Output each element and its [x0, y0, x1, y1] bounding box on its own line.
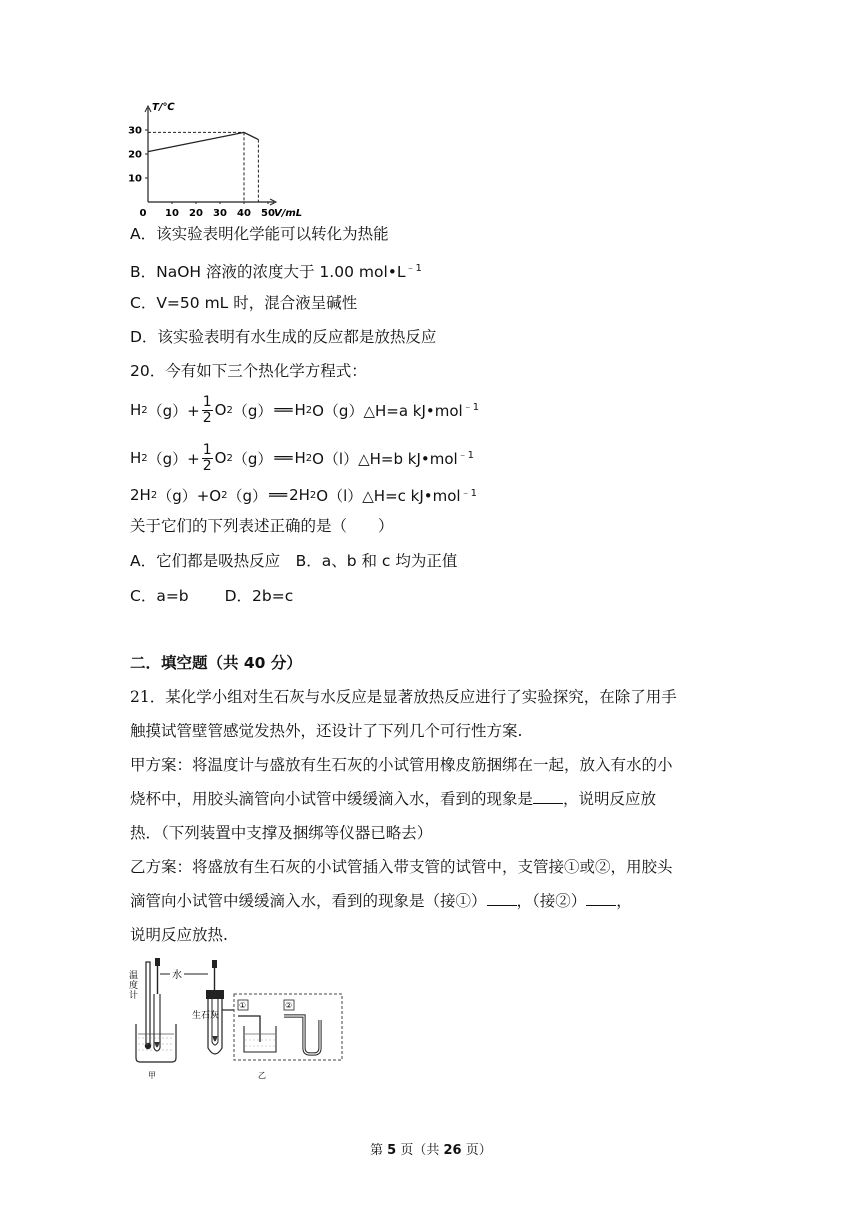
y-axis-label: T/℃	[152, 102, 175, 113]
x-tick-label: 50	[261, 208, 275, 219]
outer-test-tube	[208, 999, 222, 1054]
fraction-half: $\frac{1}{2}$	[202, 393, 212, 426]
equation-2: H 2 （g）+ $\frac{1}{2}$ O 2 （g） ══ H 2 O（l）△H=b kJ•mol $^{﹣1}$	[130, 441, 475, 474]
equation-3: 2H 2 （g）+O 2 （g） ══ 2H 2 O（l）△H=c kJ•mol $^{﹣1}$	[130, 486, 477, 505]
apparatus-diagram	[126, 954, 350, 1082]
q21-line-7: 滴管向小试管中缓缓滴入水，看到的现象是（接①） ，（接②） ，	[130, 892, 632, 910]
label-jia: 甲	[148, 1071, 156, 1080]
label-yi: 乙	[258, 1071, 266, 1080]
q21-line-1: 21．某化学小组对生石灰与水反应是显著放热反应进行了实验探究，在除了用手	[130, 688, 677, 706]
q20-stem: 20．今有如下三个热化学方程式：	[130, 362, 367, 380]
answer-blank	[533, 789, 563, 804]
y-tick-label: 20	[128, 149, 142, 161]
q21-line-4: 烧杯中，用胶头滴管向小试管中缓缓滴入水，看到的现象是 ，说明反应放	[130, 790, 657, 808]
series-line	[148, 132, 258, 151]
equation-1: H 2 （g）+ $\frac{1}{2}$ O 2 （g） ══ H 2 O（g）△H=a kJ•mol $^{﹣1}$	[130, 393, 480, 426]
thermometer-label: 温度计	[127, 970, 137, 1000]
dropper-bulb	[155, 958, 160, 966]
x-axis-label: V/mL	[274, 208, 303, 219]
answer-blank-2	[586, 891, 616, 906]
circle-1-label: ①	[239, 1001, 247, 1010]
circle-2-label: ②	[285, 1001, 293, 1010]
temperature-volume-chart	[110, 98, 310, 222]
q19-option-d: D．该实验表明有水生成的反应都是放热反应	[130, 328, 437, 346]
thermometer	[146, 962, 150, 1044]
q19-option-a: A．该实验表明化学能可以转化为热能	[130, 225, 389, 243]
q19-option-b: B．NaOH 溶液的浓度大于 1.00 $mol•L^{﹣1}$	[130, 263, 422, 282]
x-tick-label: 20	[189, 208, 203, 219]
section-title: 二．填空题（共 40 分）	[130, 654, 302, 672]
water-label: 水	[172, 970, 182, 981]
q20-question: 关于它们的下列表述正确的是（ ）	[130, 517, 394, 535]
lime-label: 生石灰	[192, 1011, 220, 1021]
page-footer: 第 5 页（共 26 页）	[370, 1143, 492, 1158]
q21-line-3: 甲方案：将温度计与盛放有生石灰的小试管用橡皮筋捆绑在一起，放入有水的小	[130, 756, 673, 774]
q21-line-8: 说明反应放热.	[130, 926, 228, 944]
q20-options-cd: C．a=b D．2b=c	[130, 587, 294, 605]
stopper	[206, 990, 224, 999]
y-tick-label: 10	[128, 173, 142, 185]
q21-line-2: 触摸试管壁管感觉发热外，还设计了下列几个可行性方案.	[130, 722, 523, 740]
x-tick-label: 0	[139, 208, 147, 219]
q19-option-c: C．V=50 mL 时，混合液呈碱性	[130, 294, 358, 312]
answer-blank-1	[487, 891, 517, 906]
y-tick-label: 30	[128, 125, 142, 137]
q20-options-ab: A．它们都是吸热反应 B．a、b 和 c 均为正值	[130, 552, 458, 570]
x-tick-label: 10	[165, 208, 179, 219]
fraction-half: $\frac{1}{2}$	[202, 441, 212, 474]
u-tube	[284, 1016, 320, 1054]
q21-line-5: 热．（下列装置中支撑及捆绑等仪器已略去）	[130, 824, 433, 842]
x-tick-label: 40	[237, 208, 251, 219]
x-tick-label: 30	[213, 208, 227, 219]
q21-line-6: 乙方案：将盛放有生石灰的小试管插入带支管的试管中，支管接①或②，用胶头	[130, 858, 673, 876]
